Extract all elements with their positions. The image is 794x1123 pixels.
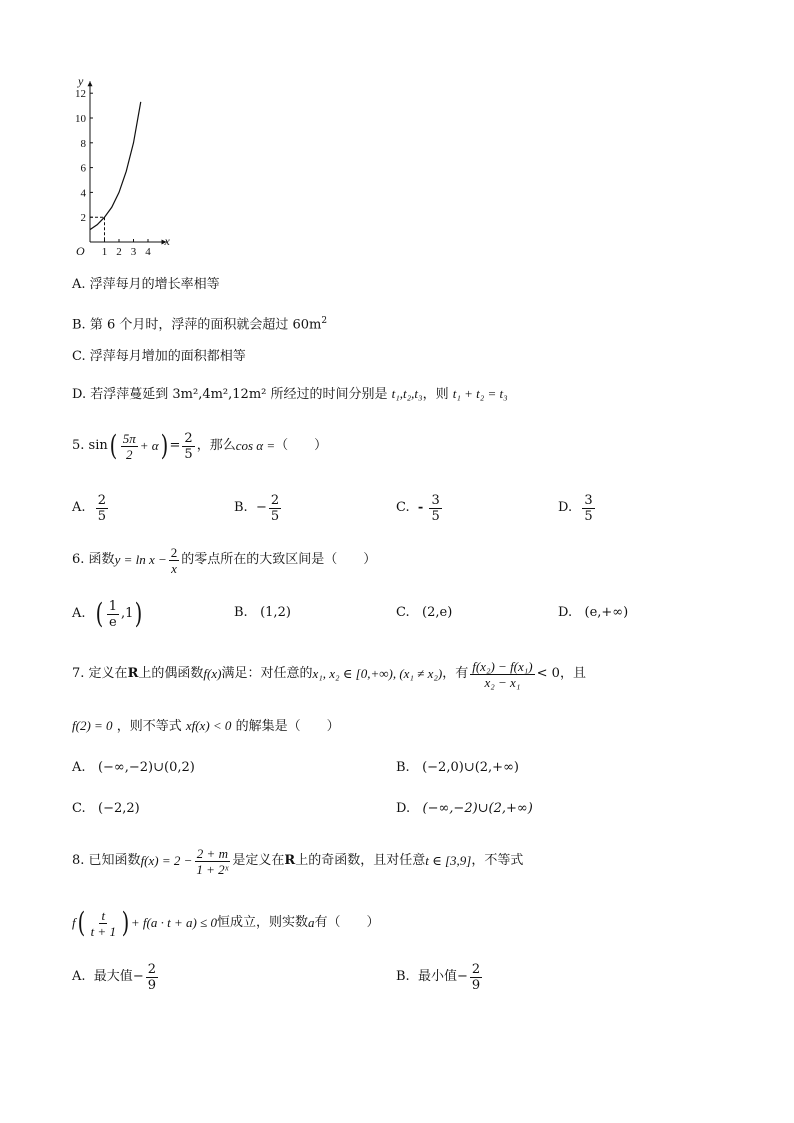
- frac-numerator: 3: [431, 492, 440, 508]
- q7-stem-line1: [72, 652, 586, 696]
- question-number: 5.: [72, 438, 85, 453]
- plus-alpha: + α: [139, 438, 159, 453]
- q5-option-c[interactable]: [396, 490, 444, 526]
- y-tick-label: 8: [80, 137, 86, 150]
- q4-option-a[interactable]: [72, 276, 220, 294]
- difference-quotient: [470, 659, 534, 690]
- option-text: 第 6 个月时，浮萍的面积就会超过: [89, 317, 289, 333]
- option-fraction: [107, 599, 119, 630]
- option-text: 若浮萍蔓延到: [90, 387, 169, 402]
- q7-option-b[interactable]: [396, 759, 519, 777]
- frac-numerator: 5π: [122, 430, 136, 446]
- option-label: B.: [72, 317, 86, 333]
- option-text: (2,e): [422, 605, 453, 620]
- option-relation: t₁ + t₂ = t₃: [452, 386, 508, 401]
- function-f: f: [72, 915, 76, 930]
- option-text: 浮萍每月的增长率相等: [89, 277, 220, 292]
- option-label: D.: [72, 387, 87, 402]
- option-fraction: [470, 962, 482, 993]
- x-tick-label: 3: [130, 246, 137, 258]
- y-tick-label: 10: [75, 113, 86, 125]
- frac-numerator: 2: [170, 544, 178, 560]
- stem-tail: 的解集是（ ）: [235, 719, 340, 734]
- set-r: R: [284, 853, 296, 868]
- option-text: (−2,2): [98, 801, 140, 816]
- q8-stem-line2: [72, 901, 379, 945]
- frac-denominator: 5: [184, 446, 193, 462]
- variable-a: a: [307, 915, 315, 930]
- option-sign: −: [132, 969, 144, 984]
- frac-numerator: 2: [147, 961, 156, 977]
- option-text: 最大值: [93, 969, 133, 984]
- option-value: 60m: [292, 317, 322, 333]
- equals-sign: =: [169, 438, 181, 453]
- option-fraction: [269, 493, 281, 524]
- frac-numerator: 3: [584, 492, 593, 508]
- option-label: D.: [558, 605, 573, 620]
- option-text-2: 所经过的时间分别是: [270, 387, 388, 402]
- option-text: (−∞,−2)∪(0,2): [97, 760, 195, 775]
- q4-option-d[interactable]: [72, 385, 508, 404]
- left-paren: (: [109, 429, 118, 462]
- option-label: A.: [72, 277, 86, 292]
- option-label: D.: [558, 500, 573, 515]
- q7-option-c[interactable]: [72, 800, 140, 818]
- option-label: A.: [72, 969, 86, 984]
- option-label: C.: [72, 801, 86, 816]
- chart-ticks: [75, 88, 151, 258]
- q5-option-b[interactable]: [234, 490, 283, 526]
- option-text: (1,2): [260, 605, 291, 620]
- option-label: A.: [72, 760, 86, 775]
- chart-axes: [76, 74, 171, 258]
- stem-text-4: ，有: [442, 666, 469, 681]
- x-tick-label: 1: [101, 246, 108, 258]
- x-axis-label: x: [164, 234, 170, 248]
- option-rest: ,1: [121, 606, 134, 621]
- option-text: 浮萍每月增加的面积都相等: [89, 349, 246, 364]
- t-fraction: [89, 908, 118, 939]
- set-r: R: [127, 666, 139, 681]
- right-paren: ): [160, 429, 168, 462]
- stem-text-3: 上的奇函数，且对任意: [295, 853, 426, 868]
- q7-stem-line2: [72, 717, 340, 736]
- t-condition: t ∈ [3,9]: [425, 853, 472, 868]
- option-text: (−2,0)∪(2,+∞): [422, 760, 519, 775]
- option-label: D.: [396, 801, 411, 816]
- frac-numerator: 2: [270, 492, 280, 508]
- angle-fraction: [121, 431, 138, 462]
- stem-text-1: 定义在: [88, 666, 128, 681]
- x-tick-label: 4: [145, 246, 151, 258]
- frac-numerator: 2: [184, 430, 193, 446]
- frac-denominator: 5: [270, 508, 280, 524]
- stem-text-5: ，且: [559, 666, 586, 681]
- q6-option-c[interactable]: [396, 604, 452, 622]
- y-axis-label: y: [78, 74, 84, 89]
- left-paren: (: [95, 597, 104, 630]
- frac-numerator: 2 + m: [196, 845, 228, 861]
- frac-numerator: 2: [471, 961, 481, 977]
- option-label: C.: [72, 349, 86, 364]
- option-label: B.: [234, 605, 248, 620]
- stem-text-4: ，不等式: [471, 853, 524, 868]
- option-label: A.: [72, 500, 86, 515]
- question-number: 8.: [72, 853, 85, 868]
- rhs-fraction: [182, 431, 194, 462]
- frac-denominator: e: [109, 614, 117, 630]
- stem-tail: 有（ ）: [314, 915, 380, 930]
- frac-numerator: 1: [108, 598, 118, 614]
- inequality-expr: xf(x) < 0: [185, 718, 232, 733]
- y-tick-label: 4: [80, 187, 86, 200]
- frac-denominator: 5: [97, 508, 107, 524]
- function-expr: y = ln x −: [114, 552, 167, 567]
- option-fraction: [582, 493, 594, 524]
- option-label: A.: [72, 606, 86, 621]
- answer-paren: （ ）: [275, 438, 328, 453]
- q8-option-b[interactable]: [396, 957, 484, 997]
- q5-option-a[interactable]: [72, 490, 110, 526]
- option-fraction: [96, 493, 108, 524]
- option-exponent: 2: [321, 316, 328, 326]
- q6-stem: [72, 540, 376, 580]
- frac-numerator: f(x₂) − f(x₁): [472, 658, 533, 674]
- growth-chart: [60, 62, 180, 262]
- option-areas: 3m²,4m²,12m²: [172, 387, 267, 402]
- q5-stem: [72, 425, 327, 467]
- frac-numerator: 2: [97, 492, 107, 508]
- q6-option-d[interactable]: [558, 604, 628, 622]
- frac-denominator: x: [171, 560, 177, 576]
- option-label: C.: [396, 605, 410, 620]
- stem-tail: ，那么: [196, 438, 236, 453]
- right-paren: ): [135, 597, 143, 630]
- option-label: C.: [396, 500, 410, 515]
- growth-curve: [90, 102, 141, 230]
- option-fraction: [429, 493, 441, 524]
- option-text: 最小值: [417, 969, 457, 984]
- frac-denominator: 2: [125, 446, 133, 462]
- x-tick-label: 2: [116, 246, 122, 258]
- right-paren: ): [121, 906, 130, 939]
- function-f: f(x): [203, 666, 222, 681]
- option-text: (−∞,−2)∪(2,+∞): [422, 801, 533, 816]
- f2-condition: f(2) = 0: [72, 718, 113, 733]
- option-sign: −: [456, 969, 468, 984]
- option-label: B.: [234, 500, 248, 515]
- stem-text: 恒成立，则实数: [216, 915, 308, 930]
- q7-option-a[interactable]: [72, 759, 195, 777]
- question-number: 7.: [72, 666, 85, 681]
- option-text-3: ，则: [422, 387, 449, 402]
- origin-label: O: [76, 244, 85, 258]
- stem-tail: 的零点所在的大致区间是（ ）: [181, 552, 377, 567]
- frac-denominator: 9: [471, 977, 481, 993]
- domain-expr: x₁, x₂ ∈ [0,+∞), (x₁ ≠ x₂): [312, 666, 443, 681]
- q8-option-a[interactable]: [72, 957, 160, 997]
- option-fraction: [146, 962, 158, 993]
- function-expr: f(x) = 2 −: [140, 853, 193, 868]
- stem-ask: cos α =: [235, 438, 276, 453]
- frac-denominator: 9: [147, 977, 156, 993]
- frac-denominator: 5: [431, 508, 440, 524]
- q8-stem-line1: [72, 839, 523, 883]
- stem-lead: 函数: [88, 552, 115, 567]
- q4-option-b[interactable]: [72, 312, 327, 334]
- frac-denominator: 1 + 2ˣ: [196, 861, 229, 877]
- frac-denominator: t + 1: [90, 923, 116, 939]
- stem-text-2: 上的偶函数: [138, 666, 204, 681]
- left-paren: (: [77, 906, 85, 939]
- y-tick-label: 2: [80, 212, 86, 225]
- q6-option-b[interactable]: [234, 604, 291, 622]
- q7-option-d[interactable]: [396, 800, 533, 818]
- sin-function: sin: [88, 438, 108, 453]
- stem-text: ，则不等式: [116, 719, 182, 734]
- frac-numerator: t: [101, 907, 106, 923]
- q4-option-c[interactable]: [72, 348, 246, 366]
- option-times: t₁,t₂,t₃: [391, 386, 423, 401]
- frac-denominator: 5: [584, 508, 593, 524]
- function-fraction: [169, 545, 180, 576]
- option-label: B.: [396, 969, 410, 984]
- frac-denominator: x₂ − x₁: [484, 674, 521, 690]
- y-tick-label: 6: [80, 162, 86, 175]
- inequality-expr: + f(a · t + a) ≤ 0: [130, 915, 217, 930]
- y-axis-arrow: [88, 81, 93, 86]
- option-text: (e,+∞): [584, 605, 629, 620]
- y-tick-label: 12: [75, 88, 86, 101]
- stem-text-2: 是定义在: [232, 853, 285, 868]
- chart-curve-group: [90, 102, 141, 242]
- q5-option-d[interactable]: [558, 490, 597, 526]
- option-label: B.: [396, 760, 410, 775]
- inequality: < 0: [536, 666, 560, 681]
- option-sign: −: [255, 500, 267, 515]
- stem-text-3: 满足：对任意的: [221, 666, 313, 681]
- option-sign: -: [417, 500, 424, 515]
- function-fraction: [194, 846, 230, 877]
- q6-option-a[interactable]: [72, 594, 144, 634]
- stem-text-1: 已知函数: [88, 853, 141, 868]
- question-number: 6.: [72, 552, 85, 567]
